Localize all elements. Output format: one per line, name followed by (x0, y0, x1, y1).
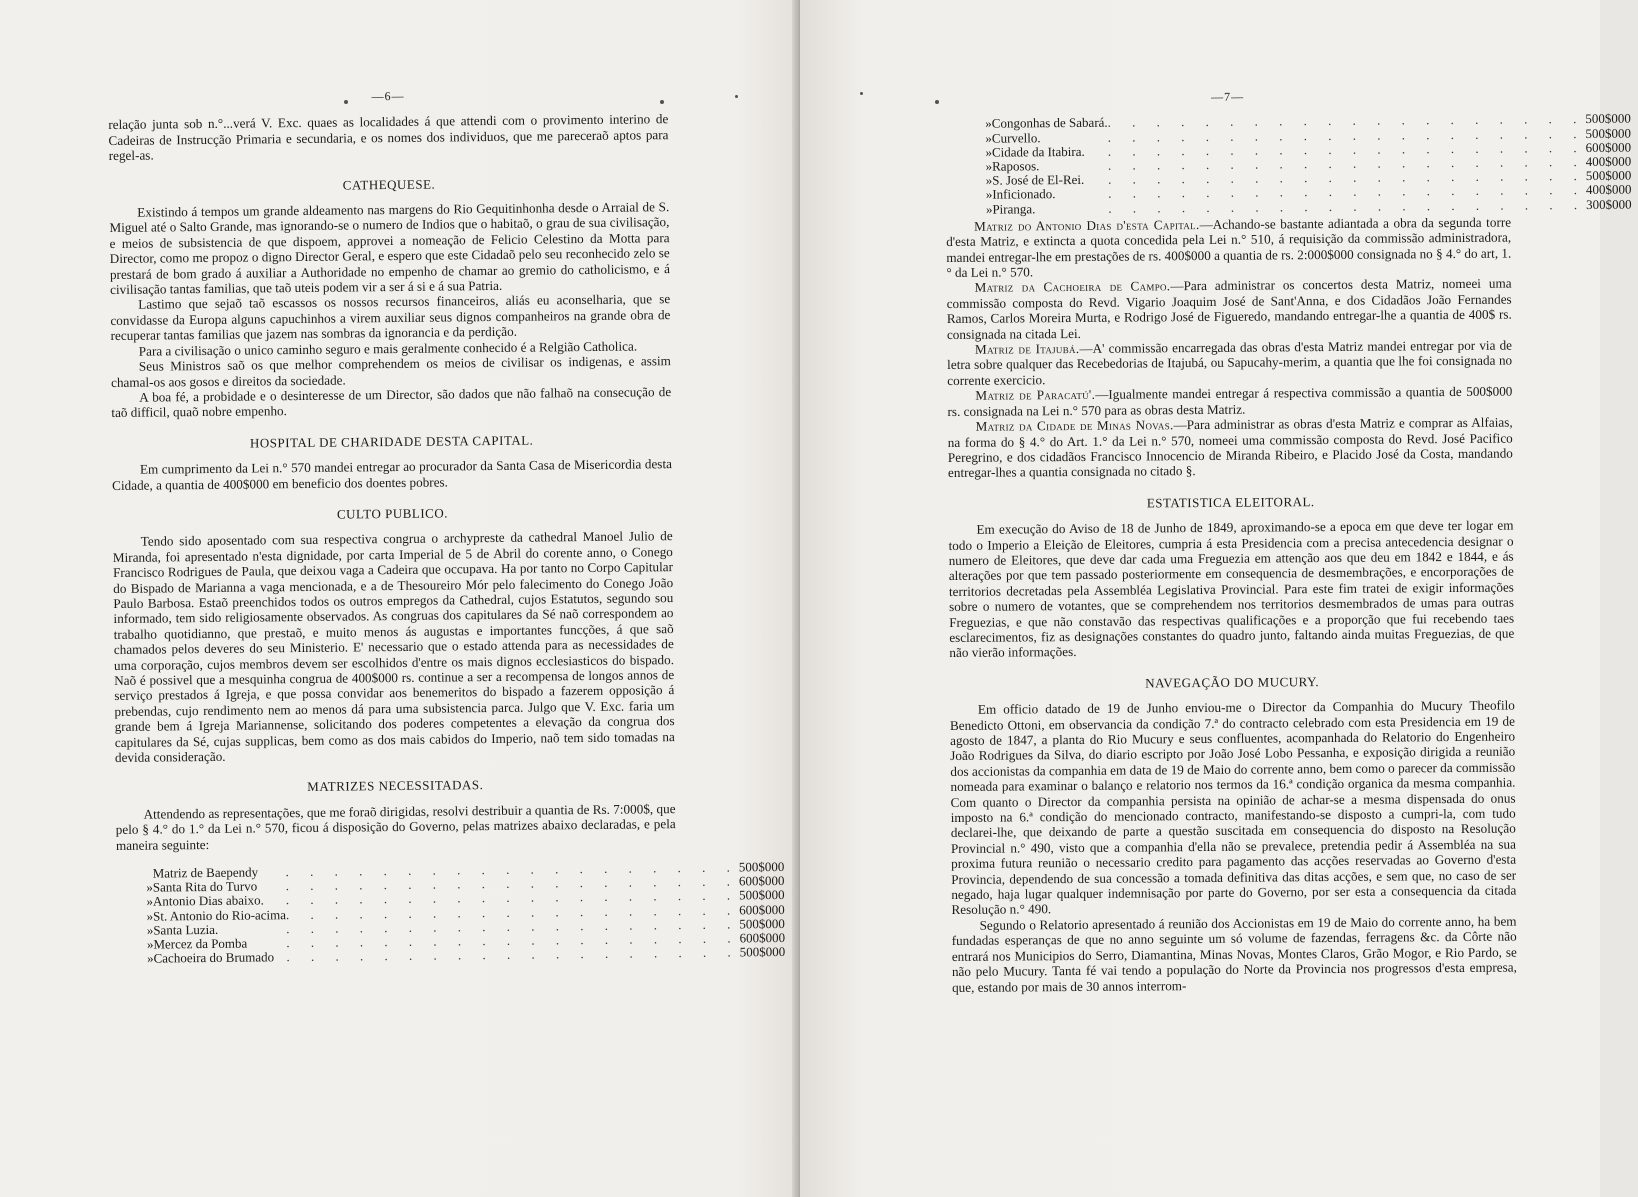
page-number: —7— (1210, 89, 1245, 104)
catequese-paragraph: Seus Ministros saõ os que melhor comprehendem os meios de civilisar os indigenas, e assim chamal-os aos gosos e direitos da sociedade. (110, 353, 671, 390)
leader-dots: . . . . . . . . . . . . . . . . . . . . (1108, 168, 1586, 187)
matriz-text: —Achando-se bastante adiantada a obra da segunda torre d'esta Matriz, e extincta a quota concedida pela Lei n.° 510, á requisição da commissão administradora, mandei entregar-lhe em prestações de rs. 400$000 a quantia de rs. 2:000$000 consignada no § 4.° do art, 1.° da Lei n.° 570. (946, 214, 1512, 281)
leader-dots: . . . . . . . . . . . . . . . . . . . (285, 902, 740, 922)
matriz-name: Raposos. (992, 158, 1040, 174)
estatistica-paragraph: Em execução do Aviso de 18 de Junho de 1849, aproximando-se a epoca em que deve ter logar em todo o Imperio a Eleição de Eleitores, cumpria á esta Presidencia com a precisa antecedencia designar o numero de Eleitores, que deve dar cada uma Freguezia em attenção aos que deu em 1842 e 1844, e ás alterações por que tem passado posteriormente em consequencia de desmembrações, e encorporações de territorios decretadas pela Assembléa Legislativa Provincial. Para este fim tratei de exigir informações sobre o numero de votantes, que se comprehendem nos territorios desmembrados de umas para outras Freguezias, e que não constavão das respectivas qualificações e a proporção que fui recebendo taes esclarecimentos, fiz as designações constantes do quadro junto, faltando ainda muitas Freguezias, de que não vierão informações. (948, 517, 1515, 661)
matriz-amount: 400$000 (1585, 153, 1632, 169)
matriz-name: Curvello. (991, 129, 1041, 146)
matriz-lead: Matriz de Itajubá. (974, 341, 1080, 357)
matriz-amount: 500$000 (1585, 167, 1632, 184)
ditto-mark: » (985, 201, 993, 217)
catequese-paragraph: Para a civilisação o unico caminho seguro e mais geralmente conhecido é a Relgião Catholica. (138, 338, 638, 359)
leader-dots: . . . . . . . . . . . . . . . . . . . (286, 944, 740, 965)
matriz-name: Inficionado. (992, 186, 1056, 203)
section-title-cathequese: CATHEQUESE. (342, 176, 436, 193)
matriz-amount: 500$000 (739, 944, 786, 960)
page-number: —6— (371, 88, 405, 104)
matriz-paragraph (946, 276, 1511, 342)
matriz-name: Matriz de Baependy (152, 864, 259, 881)
ditto-mark: » (146, 922, 154, 938)
section-title-estatistica: ESTATISTICA ELEITORAL. (1146, 493, 1315, 511)
matriz-text: —Igualmente mandei entregar á respectiva commissão a quantia de 500$000 rs. consignada na Lei n.° 570 para as obras desta Matriz. (947, 383, 1513, 419)
matriz-lead: Matriz do Antonio Dias d'esta Capital. (973, 216, 1200, 234)
matriz-amount: 400$000 (1585, 182, 1632, 198)
catequese-paragraph: Existindo á tempos um grande aldeamento nas margens do Rio Gequitinhonha desde o Arraial de S. Miguel até o Salto Grande, mas ignorando-se o numero de Indios que o habitaõ, o grau de sua civilisação, e meios de subsistencia de que dispoem, approvei a nomeação de Felicio Celestino da Motta para Director, como me propoz o digno Director Geral, e espero que este Cidadaõ pelo seu reconhecido zelo se prestará de bom grado á auxiliar a Authoridade no empenho de chamar ao gremio do catholicismo, e á civilisação tantas familias, que taõ uteis podem vir a ser á si e á sua Patria. (109, 199, 670, 298)
matriz-name: Santa Rita do Turvo (152, 878, 258, 895)
matriz-name: Santa Luzia. (153, 921, 219, 938)
hospital-paragraph: Em cumprimento da Lei n.° 570 mandei entregar ao procurador da Santa Casa de Misericordia desta Cidade, a quantia de 400$000 em beneficio dos doentes pobres. (112, 456, 673, 493)
ditto-mark: » (985, 158, 993, 174)
section-title-navegacao: NAVEGAÇÃO DO MUCURY. (1145, 673, 1320, 691)
left-page (0, 0, 800, 1197)
matriz-name: Antonio Dias abaixo. (152, 892, 264, 910)
matriz-amount: 600$000 (1585, 139, 1632, 155)
matriz-text: —A' commissão encarregada das obras d'esta Matriz mandei entregar por via de letra sobre qualquer das Recebedorias de Itajubá, ou Sapucahy-merim, a quantia que lhe foi consignada no corrente exercicio. (947, 337, 1513, 388)
right-page (800, 0, 1632, 1197)
leader-dots: . . . . . . . . . . . . . . . . . . . . (1107, 139, 1586, 159)
matriz-name: Cidade da Itabira. (991, 143, 1085, 160)
leader-dots: . . . . . . . . . . . . . . . . . . . . (1108, 196, 1587, 216)
matrizes-paragraph: Attendendo as representações, que me foraõ dirigidas, resolvi destribuir a quantia de Rs. 7:000$, que pelo § 4.° do 1.° da Lei n.° 570, ficou á disposição do Governo, pelas matrizes abaixo declaradas, e pela maneira seguinte: (115, 800, 676, 853)
matriz-amount: 600$000 (738, 873, 785, 889)
ditto-mark: » (985, 144, 993, 160)
intro-paragraph: relação junta sob n.°...verá V. Exc. quaes as localidades á que attendi com o provimento interino de Cadeiras de Instrucção Primaria e secundaria, e os nomes dos individuos, que me pareceraõ aptos para regel-as. (108, 111, 669, 164)
catequese-paragraph: A boa fé, a probidade e o desinteresse de um Director, são dados que não falhaõ na consecução de taõ difficil, quaõ nobre empenho. (111, 384, 672, 421)
leader-dots: . . . . . . . . . . . . . . . . . . . (286, 930, 740, 951)
leader-dots: . . . . . . . . . . . . . . . . . . . (285, 887, 740, 908)
matriz-amount: 500$000 (739, 915, 785, 932)
matriz-paragraph (947, 338, 1512, 389)
matriz-lead: Matriz da Cidade de Minas Novas. (975, 417, 1174, 434)
matriz-name: Piranga. (992, 200, 1036, 217)
ditto-mark: » (985, 172, 993, 188)
ditto-mark: » (146, 879, 153, 895)
leader-dots: . . . . . . . . . . . . . . . . . . . . (1107, 153, 1586, 173)
matrizes-allocation-list (146, 860, 785, 966)
navegacao-paragraph: Em officio datado de 19 de Junho enviou-me o Director da Companhia do Mucury Theofilo Benedicto Ottoni, em observancia da condição 7.ª do contracto celebrado com esta Presidencia em 19 de agosto de 1847, a planta do Rio Mucury e seus confluentes, acompanhada do Relatorio do Engenheiro João Rodrigues da Silva, do diario escripto por João José Lobo Pessanha, e exposição dirigida a reunião dos accionistas da companhia em data de 19 de Maio do corrente anno, bem como o parecer da commissão nomeada para examinar o balanço e relatorio nos termos da 16.ª condição organica da mesma companhia. Com quanto o Director da companhia persista na opinião de achar-se a mesma dispensada do onus imposto na 6.ª condição do mencionado contracto, manifestando-se disposto a cumpri-la, com tudo declarei-lhe, que deixando de parte a questão suscitada em consequencia do disposto na Resolução Provincial n.° 490, visto que a companhia d'ella não se prevalece, pretendia pedir á Assembléa na sua proxima futura reunião o necessario credito para pagamento das acções reservadas ao Governo d'esta Provincia, dependendo de sua concessão a tomada definitiva das ditas acções, e sem que, no caso de ser negado, haja lugar qualquer indemnisação por parte do Governo, por ser esta a consequencia da citada Resolução n.° 490. (949, 697, 1517, 918)
matriz-name: Mercez da Pomba (153, 935, 248, 952)
print-speck (860, 92, 863, 95)
section-title-culto-publico: CULTO PUBLICO. (336, 505, 449, 522)
matriz-amount: 500$000 (738, 859, 785, 875)
leader-dots: . . . . . . . . . . . . . . . . . . . . (1108, 182, 1586, 202)
matriz-amount: 600$000 (739, 930, 786, 946)
ditto-mark: » (146, 950, 154, 966)
matriz-paragraph (946, 214, 1511, 280)
matriz-name: S. José de El-Rei. (992, 172, 1085, 188)
matriz-text: —Para administrar os concertos desta Matriz, nomeei uma commissão composta do Revd. Vigario Joaquim José de Sant'Anna, e dos Cidadãos João Fernandes Ramos, Carlos Moreira Murta, e Rodrigo José de Figueredo, mandando entregar-lhe a quantia de 400$ rs. consignada na citada Lei. (946, 276, 1512, 342)
leader-dots: . . . . . . . . . . . . . . . . . . . . (1107, 125, 1586, 145)
matrizes-allocation-list-continued (985, 112, 1631, 216)
matriz-amount: 600$000 (739, 901, 785, 918)
section-title-matrizes: MATRIZES NECESSITADAS. (307, 777, 484, 795)
ditto-mark: » (146, 894, 154, 910)
matriz-paragraph (947, 384, 1512, 419)
culto-paragraph: Tendo sido aposentado com sua respectiva congrua o archypreste da cathedral Manoel Julio de Miranda, foi apresentado n'esta dignidade, por carta Imperial de 5 de Abril do corente anno, o Conego Francisco Rodrigues de Paula, que deixou vaga a Cadeira que occupava. Ha por tanto no Corpo Capitular do Bispado de Marianna a vaga mencionada, e a de Thesoureiro Mór pelo falecimento do Conego João Paulo Barbosa. Estaõ preenchidos todos os outros empregos da Cathedral, cujos Estatutos, segundo sou informado, tem sido religiosamente observados. As congruas dos capitulares da Sé naõ correspondem ao trabalho quotidianno, que prestaõ, e muito menos ás augustas e importantes funcções, á que saõ chamados pelos deveres do seu Ministerio. E' necessario que o estado attenda para as necessidades de uma corporação, cujos membros devem ser escolhidos d'entre os mais dignos ecclesiasticos do bispado. Naõ é possivel que a mesquinha congrua de 400$000 rs. continue a ser a recompensa de longos annos de serviço prestados á Igreja, e que possa convidar aos benemeritos do bispado a fazerem opposição á prebendas, cujo rendimento nem ao menos dá para uma subsistencia parca. Julgo que V. Exc. faria um grande bem á Igreja Mariannense, solicitando dos poderes competentes a elevação da congrua dos capitulares da Sé, cujas supplicas, bem como as dos mais cabidos do Imperio, naõ tem sido tomadas na devida consideração. (112, 528, 675, 765)
matriz-amount: 500$000 (739, 887, 785, 903)
matriz-amount: 300$000 (1585, 196, 1632, 212)
section-title-hospital: HOSPITAL DE CHARIDADE DESTA CAPITAL. (249, 432, 534, 451)
ditto-mark: » (985, 116, 992, 132)
leader-dots: . . . . . . . . . . . . . . . . . . . (285, 873, 740, 894)
ditto-mark: » (985, 130, 992, 146)
navegacao-paragraph: Segundo o Relatorio apresentado á reunião dos Accionistas em 19 de Maio do corrente anno, ha bem fundadas esperanças de que no anno seguinte um só volume de fazendas, ferragens &c. da Côrte não entrará nos Municipios do Serro, Diamantina, Minas Novas, Montes Claros, Grão Mogor, e Rio Pardo, se não pelo Mucury. Tanta fé vai tendo a população do Norte da Provincia nos progressos d'esta empresa, que, estando por mais de 30 annos interrom- (951, 913, 1517, 995)
matriz-name: St. Antonio do Rio-acima (153, 906, 287, 924)
matriz-paragraph (948, 415, 1513, 481)
matriz-amount: 500$000 (1585, 111, 1631, 127)
ditto-mark: » (146, 936, 154, 952)
matriz-lead: Matriz da Cachoeira de Campo. (974, 278, 1171, 296)
leader-dots: . . . . . . . . . . . . . . . . . . . (286, 916, 740, 937)
leader-dots: . . . . . . . . . . . . . . . . . . . . (1107, 111, 1586, 131)
right-text-column (945, 88, 1632, 995)
matriz-name: Congonhas de Sabará. (991, 115, 1108, 132)
left-text-column (108, 86, 786, 966)
print-speck (935, 100, 939, 104)
ditto-mark: » (146, 908, 154, 924)
matriz-lead: Matriz de Paracatú'. (975, 387, 1096, 404)
matriz-name: Cachoeira do Brumado (153, 949, 275, 966)
leader-dots: . . . . . . . . . . . . . . . . . . . (285, 859, 739, 880)
matriz-text: —Para administrar as obras d'esta Matriz e comprar as Alfaias, na forma do § 4.° do Art. 1.° da Lei n.° 570, nomeei uma commissão composta do Revd. José Pacifico Peregrino, e dos cidadãos Francisco Innocencio de Miranda Ribeiro, e Placido José da Costa, mandando entregar-lhes a quantia consignada no citado §. (947, 414, 1513, 481)
matriz-amount: 500$000 (1585, 125, 1632, 141)
print-speck (735, 95, 738, 98)
catequese-paragraph: Lastimo que sejaõ taõ escassos os nossos recursos financeiros, aliás eu aconselharia, que se convidasse da Europa alguns capuchinhos a virem auxiliar seus dignos companheiros na grande obra de recuperar tantas familias que jazem nas sombras da ignorancia e da perdição. (110, 291, 671, 344)
ditto-mark: » (985, 187, 993, 203)
